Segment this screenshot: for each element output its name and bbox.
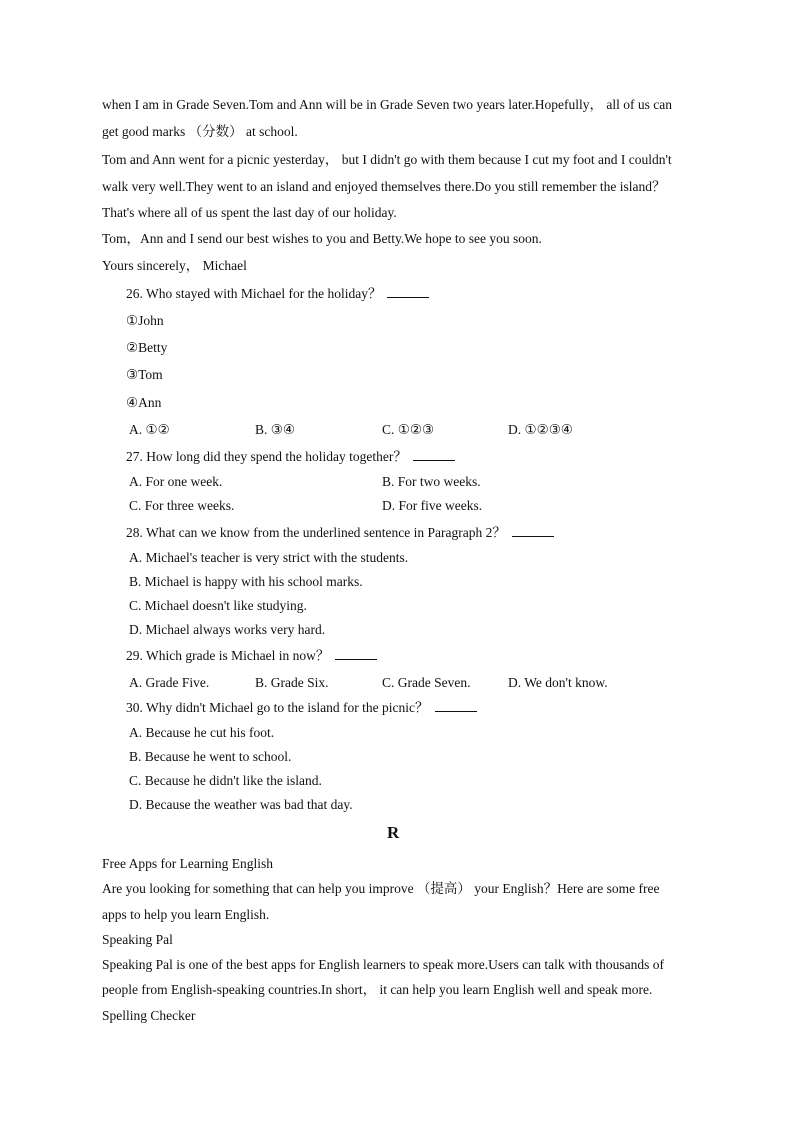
q29-option-b[interactable]: B. Grade Six. bbox=[255, 675, 329, 690]
passage-line: walk very well.They went to an island and enjoyed themselves there.Do you still remember the island？ bbox=[102, 179, 666, 194]
app-heading: Speaking Pal bbox=[102, 932, 173, 947]
q30-option-a[interactable]: A. Because he cut his foot. bbox=[129, 725, 275, 740]
app-heading: Spelling Checker bbox=[102, 1008, 196, 1023]
question-29-stem: 29. Which grade is Michael in now？ bbox=[126, 647, 377, 665]
q27-option-a[interactable]: A. For one week. bbox=[129, 474, 223, 489]
passage-line: when I am in Grade Seven.Tom and Ann will be in Grade Seven two years later.Hopefully， all of us can bbox=[102, 97, 673, 112]
q28-option-d[interactable]: D. Michael always works very hard. bbox=[129, 622, 326, 637]
answer-blank[interactable] bbox=[435, 699, 477, 712]
answer-blank[interactable] bbox=[512, 524, 554, 537]
answer-blank[interactable] bbox=[387, 285, 429, 298]
letter-signoff: Yours sincerely， Michael bbox=[102, 258, 247, 273]
article-line: Speaking Pal is one of the best apps for English learners to speak more.Users can talk with thousands of bbox=[102, 957, 665, 972]
q27-option-c[interactable]: C. For three weeks. bbox=[129, 498, 235, 513]
q26-option-c[interactable]: C. ①②③ bbox=[382, 422, 435, 437]
q29-option-c[interactable]: C. Grade Seven. bbox=[382, 675, 471, 690]
q26-item-3: ③Tom bbox=[126, 367, 163, 382]
passage-line: get good marks （分数） at school. bbox=[102, 124, 298, 139]
article-title: Free Apps for Learning English bbox=[102, 856, 273, 871]
q29-option-d[interactable]: D. We don't know. bbox=[508, 675, 608, 690]
q28-option-c[interactable]: C. Michael doesn't like studying. bbox=[129, 598, 307, 613]
q26-item-4: ④Ann bbox=[126, 395, 162, 410]
answer-blank[interactable] bbox=[335, 647, 377, 660]
section-heading: R bbox=[387, 823, 400, 842]
question-28-stem: 28. What can we know from the underlined sentence in Paragraph 2？ bbox=[126, 524, 554, 542]
q29-option-a[interactable]: A. Grade Five. bbox=[129, 675, 210, 690]
q28-option-b[interactable]: B. Michael is happy with his school marks. bbox=[129, 574, 363, 589]
article-line: people from English-speaking countries.In short， it can help you learn English well and speak more. bbox=[102, 982, 653, 997]
q26-item-1: ①John bbox=[126, 313, 164, 328]
article-line: apps to help you learn English. bbox=[102, 907, 270, 922]
article-line: Are you looking for something that can help you improve （提高） your English？Here are some free bbox=[102, 881, 660, 896]
q30-option-c[interactable]: C. Because he didn't like the island. bbox=[129, 773, 322, 788]
q26-option-b[interactable]: B. ③④ bbox=[255, 422, 295, 437]
passage-line: Tom，Ann and I send our best wishes to you and Betty.We hope to see you soon. bbox=[102, 231, 542, 246]
q28-option-a[interactable]: A. Michael's teacher is very strict with the students. bbox=[129, 550, 409, 565]
q26-item-2: ②Betty bbox=[126, 340, 168, 355]
q26-option-d[interactable]: D. ①②③④ bbox=[508, 422, 573, 437]
question-27-stem: 27. How long did they spend the holiday together？ bbox=[126, 448, 455, 466]
passage-line: Tom and Ann went for a picnic yesterday， but I didn't go with them because I cut my foot and I couldn't bbox=[102, 152, 672, 167]
q30-option-d[interactable]: D. Because the weather was bad that day. bbox=[129, 797, 353, 812]
q27-option-d[interactable]: D. For five weeks. bbox=[382, 498, 483, 513]
q26-option-a[interactable]: A. ①② bbox=[129, 422, 170, 437]
question-26-stem: 26. Who stayed with Michael for the holiday？ bbox=[126, 285, 429, 303]
q30-option-b[interactable]: B. Because he went to school. bbox=[129, 749, 292, 764]
question-30-stem: 30. Why didn't Michael go to the island for the picnic？ bbox=[126, 699, 477, 717]
answer-blank[interactable] bbox=[413, 448, 455, 461]
q27-option-b[interactable]: B. For two weeks. bbox=[382, 474, 481, 489]
passage-line: That's where all of us spent the last day of our holiday. bbox=[102, 205, 397, 220]
